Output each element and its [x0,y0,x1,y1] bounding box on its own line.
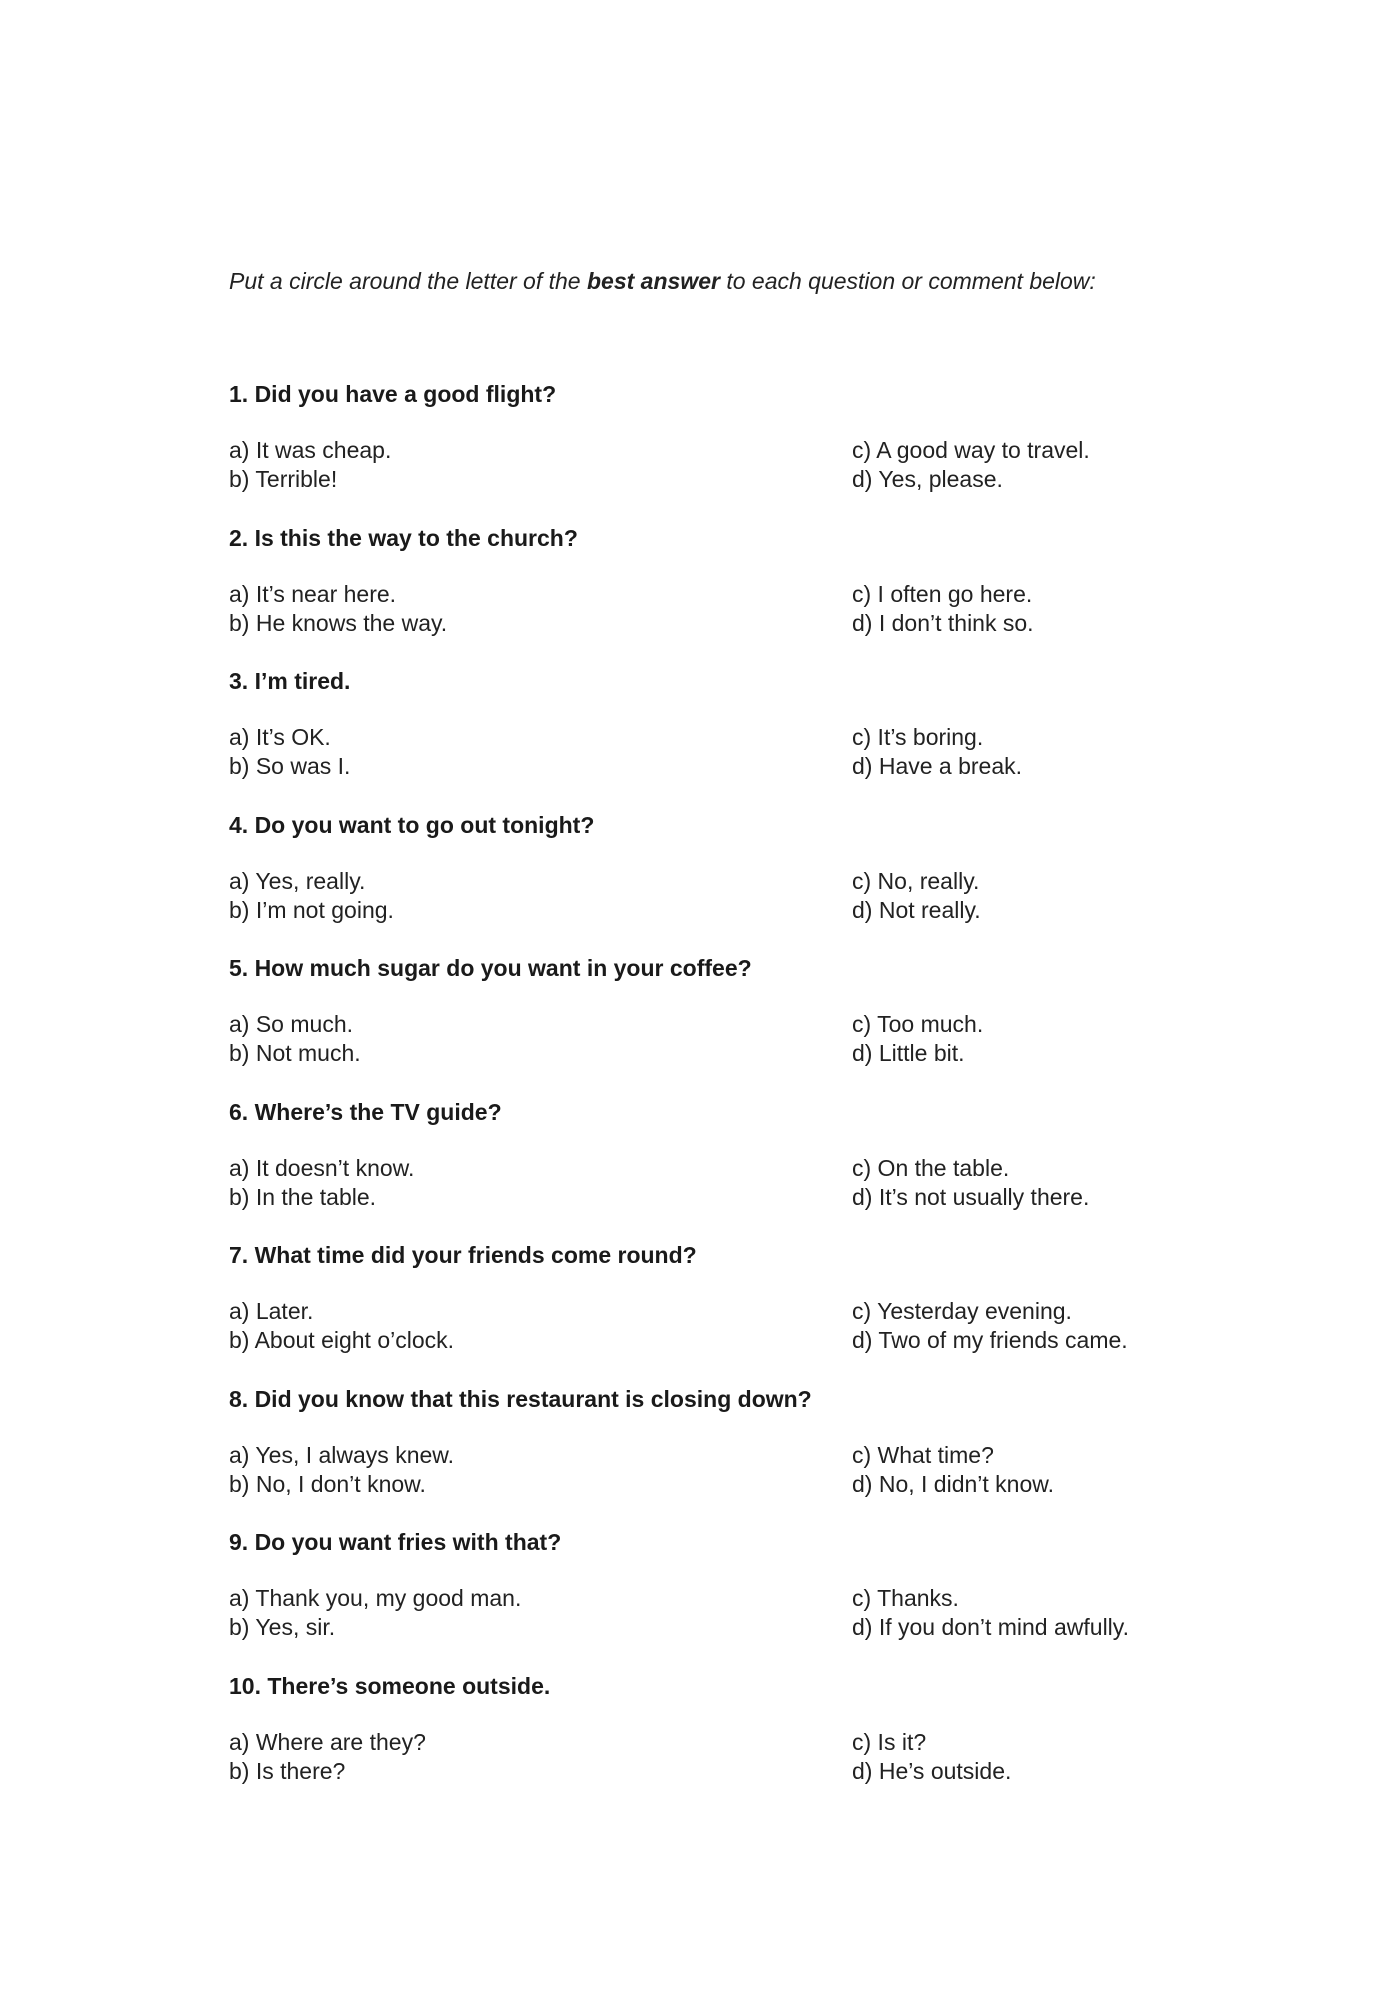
question-item [229,666,1189,810]
answer-options [229,1154,1189,1214]
answer-option-c[interactable]: c) Is it? [852,1728,927,1755]
instruction-emphasis: best answer [586,268,720,294]
question-text: 7. What time did your friends come round? [229,1242,697,1268]
answer-option-c[interactable]: c) Yesterday evening. [852,1298,1072,1324]
question-item [229,953,1189,1097]
question-text: 9. Do you want fries with that? [229,1529,562,1555]
question-item [229,523,1189,667]
answer-options [229,1584,1189,1644]
answer-option-b[interactable]: b) Yes, sir. [229,1614,336,1640]
answer-options [229,1010,1189,1070]
answer-option-d[interactable]: d) Have a break. [852,753,1023,779]
question-text: 5. How much sugar do you want in your coffee? [229,955,752,981]
answer-options [229,867,1189,927]
instruction-text-before: Put a circle around the letter of the [229,268,587,294]
answer-options [229,1728,1189,1788]
instruction [229,266,1189,296]
question-item [229,379,1189,523]
question-text: 1. Did you have a good flight? [229,381,557,407]
question-item [229,1240,1189,1384]
answer-option-c[interactable]: c) Thanks. [852,1585,959,1611]
answer-option-a[interactable]: a) So much. [229,1011,353,1037]
answer-option-c[interactable]: c) It’s boring. [852,724,984,750]
question-item [229,1097,1189,1241]
answer-option-a[interactable]: a) Where are they? [229,1728,426,1755]
question-item [229,810,1189,954]
answer-option-a[interactable]: a) It’s near here. [229,580,397,607]
answer-option-b[interactable]: b) No, I don’t know. [229,1470,426,1497]
answer-option-b[interactable]: b) In the table. [229,1183,377,1210]
answer-option-d[interactable]: d) Little bit. [852,1040,965,1066]
answer-option-b[interactable]: b) Terrible! [229,466,338,492]
answer-option-b[interactable]: b) I’m not going. [229,896,394,923]
answer-options [229,1297,1189,1357]
answer-option-b[interactable]: b) He knows the way. [229,609,448,636]
answer-option-a[interactable]: a) Thank you, my good man. [229,1585,522,1611]
answer-option-c[interactable]: c) No, really. [852,867,980,894]
instruction-text-after: to each question or comment below: [719,268,1096,294]
answer-option-b[interactable]: b) So was I. [229,753,351,779]
answer-option-d[interactable]: d) Not really. [852,896,981,923]
answer-option-c[interactable]: c) A good way to travel. [852,437,1090,463]
answer-option-a[interactable]: a) It was cheap. [229,437,392,463]
answer-options [229,580,1189,640]
question-item [229,1671,1189,1815]
question-text: 3. I’m tired. [229,668,351,694]
answer-option-c[interactable]: c) I often go here. [852,580,1033,607]
worksheet [229,266,1189,1814]
question-list [229,379,1189,1814]
answer-option-d[interactable]: d) He’s outside. [852,1757,1012,1784]
answer-option-a[interactable]: a) It doesn’t know. [229,1154,415,1181]
question-item [229,1384,1189,1528]
question-item [229,1527,1189,1671]
answer-options [229,1441,1189,1501]
answer-option-d[interactable]: d) If you don’t mind awfully. [852,1614,1129,1640]
answer-option-a[interactable]: a) Yes, really. [229,867,366,894]
answer-option-a[interactable]: a) Yes, I always knew. [229,1441,455,1468]
question-text: 10. There’s someone outside. [229,1672,551,1699]
answer-options [229,436,1189,496]
answer-option-a[interactable]: a) Later. [229,1298,314,1324]
answer-option-c[interactable]: c) What time? [852,1441,994,1468]
answer-option-b[interactable]: b) Is there? [229,1757,346,1784]
answer-option-d[interactable]: d) Yes, please. [852,466,1003,492]
answer-option-c[interactable]: c) On the table. [852,1154,1010,1181]
answer-option-d[interactable]: d) Two of my friends came. [852,1327,1128,1353]
answer-options [229,723,1189,783]
question-text: 6. Where’s the TV guide? [229,1098,502,1125]
answer-option-c[interactable]: c) Too much. [852,1011,984,1037]
question-text: 4. Do you want to go out tonight? [229,811,595,838]
question-text: 8. Did you know that this restaurant is closing down? [229,1385,812,1412]
answer-option-d[interactable]: d) It’s not usually there. [852,1183,1090,1210]
answer-option-d[interactable]: d) No, I didn’t know. [852,1470,1054,1497]
answer-option-b[interactable]: b) Not much. [229,1040,361,1066]
answer-option-b[interactable]: b) About eight o’clock. [229,1327,455,1353]
answer-option-d[interactable]: d) I don’t think so. [852,609,1034,636]
answer-option-a[interactable]: a) It’s OK. [229,724,331,750]
question-text: 2. Is this the way to the church? [229,524,578,551]
